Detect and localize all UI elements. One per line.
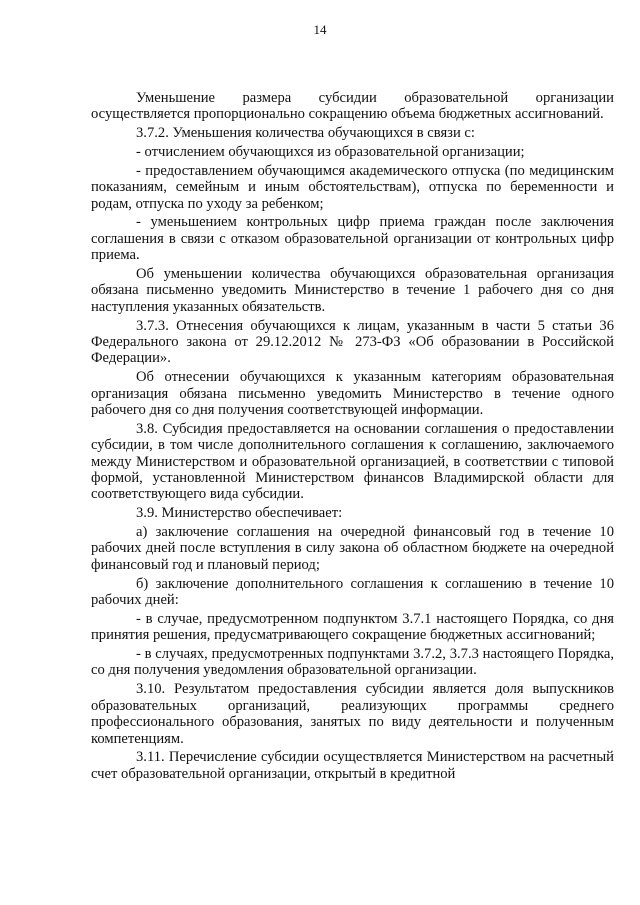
paragraph-notify-categories: Об отнесении обучающихся к указанным категориям образовательная организация обязана письменно уведомить Министерство в течение одного рабочего дня со дня получения соответствующей информации.: [91, 369, 614, 419]
paragraph-3-9: 3.9. Министерство обеспечивает:: [136, 505, 343, 522]
paragraph-notify-reduction: Об уменьшении количества обучающихся образовательная организация обязана письменно уведомить Министерство в течение 1 рабочего дня со дня наступления указанных обязательств.: [91, 266, 614, 315]
list-item-b: б) заключение дополнительного соглашения к соглашению в течение 10 рабочих дней:: [91, 575, 614, 609]
paragraph-3-8: 3.8. Субсидия предоставляется на основании соглашения о предоставлении субсидии, в том числе дополнительного соглашения к соглашению, заключаемого между Министерством и образовательной организацией, в соответствии с типовой формой, установленной Министерством финансов Владимирской области для соответствующего вида субсидии.: [91, 420, 614, 503]
paragraph-3-11: 3.11. Перечисление субсидии осуществляется Министерством на расчетный счет образовательной организации, открытый в кредитной: [91, 749, 614, 782]
list-item-admission-figures: - уменьшением контрольных цифр приема граждан после заключения соглашения в связи с отказом образовательной организации от контрольных цифр приема.: [91, 214, 614, 264]
list-item-case-3-7-2-3: - в случаях, предусмотренных подпунктами 3.7.2, 3.7.3 настоящего Порядка, со дня получения уведомления образовательной организации.: [91, 646, 614, 679]
list-item-a: а) заключение соглашения на очередной финансовый год в течение 10 рабочих дней после вступления в силу закона об областном бюджете на очередной финансовый год и плановый период;: [91, 524, 614, 573]
paragraph-3-10: 3.10. Результатом предоставления субсидии является доля выпускников образовательных организаций, реализующих программы среднего профессионального образования, занятых по виду деятельности и полученным компетенциям.: [91, 681, 614, 747]
list-item-academic-leave: - предоставлением обучающимся академического отпуска (по медицинским показаниям, семейным и иным обстоятельствам), отпуска по беременности и родам, отпуска по уходу за ребенком;: [91, 162, 614, 212]
paragraph-reduction-proportional: Уменьшение размера субсидии образовательной организации осуществляется пропорционально сокращению объема бюджетных ассигнований.: [91, 90, 614, 123]
list-item-expulsion: - отчислением обучающихся из образовательной организации;: [136, 144, 525, 160]
paragraph-3-7-2: 3.7.2. Уменьшения количества обучающихся в связи с:: [136, 125, 475, 142]
document-body: [91, 90, 614, 785]
paragraph-3-7-3: 3.7.3. Отнесения обучающихся к лицам, указанным в части 5 статьи 36 Федерального закона от 29.12.2012 № 273-ФЗ «Об образовании в Российской Федерации».: [91, 317, 614, 367]
list-item-case-3-7-1: - в случае, предусмотренном подпунктом 3.7.1 настоящего Порядка, со дня принятия решения, предусматривающего сокращение бюджетных ассигнований;: [91, 610, 614, 644]
page-number: 14: [313, 22, 327, 37]
